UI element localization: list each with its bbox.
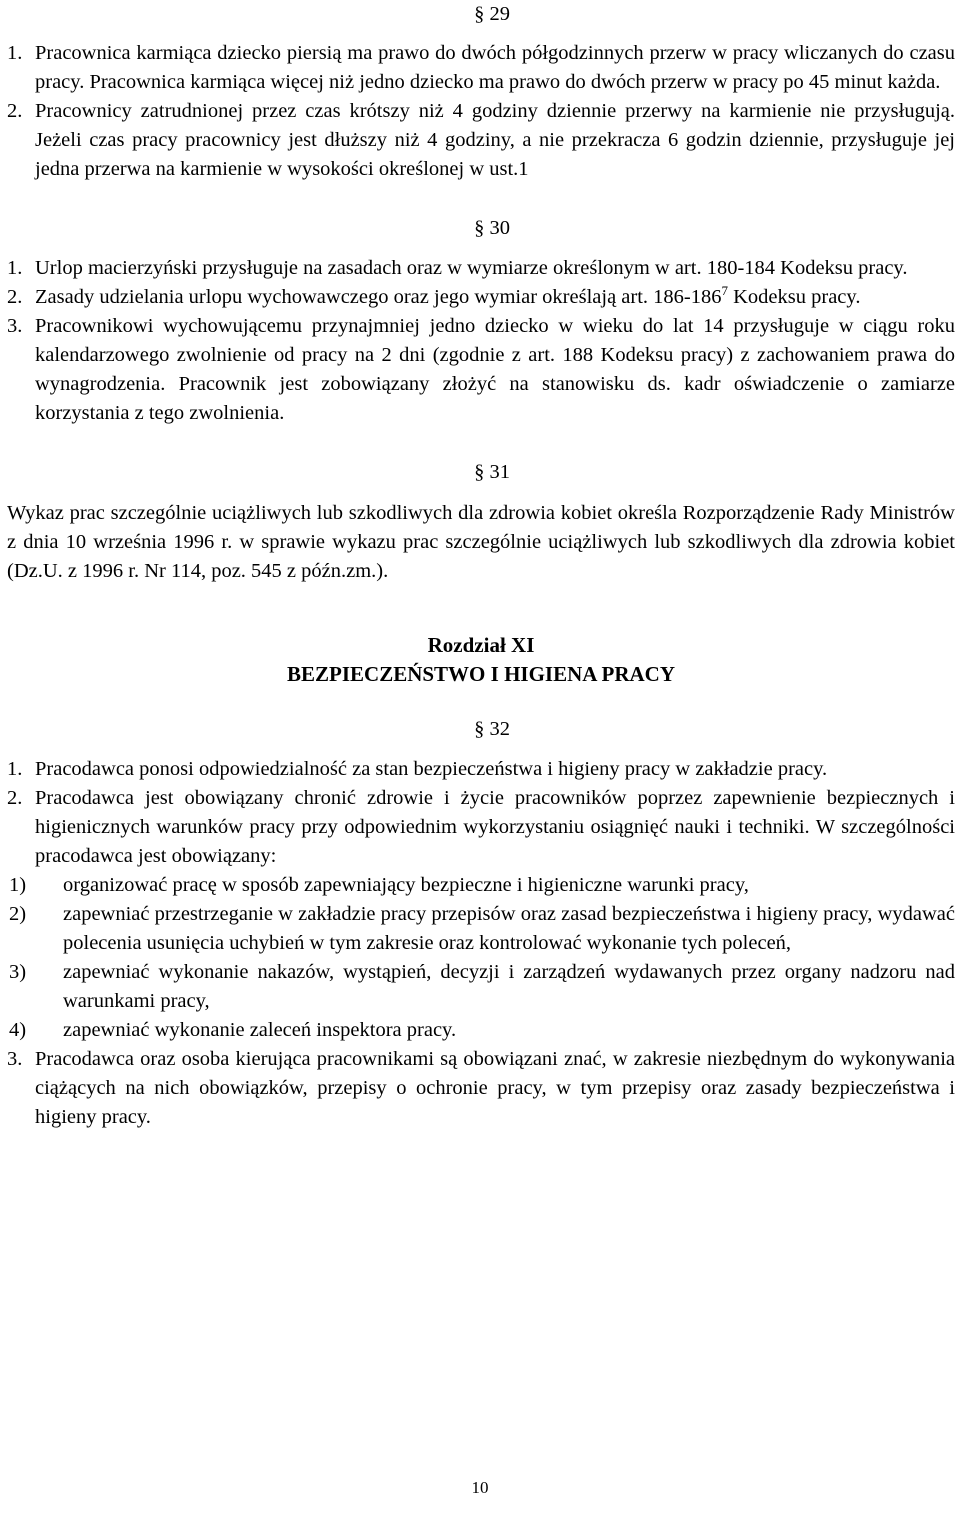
item-text: Urlop macierzyński przysługuje na zasadach oraz w wymiarze określonym w art. 180-184 Kodeksu pracy. (35, 257, 908, 279)
section-sign: § 29 (474, 3, 510, 25)
item-text-part: Kodeksu pracy. (728, 286, 861, 308)
section-heading-31 (7, 458, 955, 487)
item-intro: Pracodawca jest obowiązany chronić zdrowie i życie pracowników poprzez zapewnienie bezpiecznych i higienicznych warunków pracy przy odpowiednim wykorzystaniu osiągnięć nauki i techniki. W szczególności pracodawca jest obowiązany: (35, 787, 955, 867)
item-text (35, 784, 955, 871)
sub-list-item (7, 871, 955, 900)
page-number: 10 (471, 1478, 489, 1497)
sub-item-text: zapewniać wykonanie zaleceń inspektora pracy. (63, 1019, 457, 1041)
item-number: 1. (7, 758, 23, 780)
sub-item-number: 1) (9, 874, 27, 896)
document-page (7, 0, 955, 1132)
sub-list-item (7, 958, 955, 1016)
item-number: 2. (7, 100, 23, 122)
item-number: 2. (7, 286, 23, 308)
section-heading-32 (7, 715, 955, 744)
item-number: 3. (7, 315, 23, 337)
list-item (7, 283, 955, 312)
sub-item-number: 2) (9, 903, 27, 925)
item-text: Pracownica karmiąca dziecko piersią ma prawo do dwóch półgodzinnych przerw w pracy wliczanych do czasu pracy. Pracownica karmiąca więcej niż jedno dziecko ma prawo do dwóch przerw w pracy po 45 minut każda. (35, 42, 955, 93)
item-number: 1. (7, 257, 23, 279)
item-number: 3. (7, 1048, 23, 1070)
item-text: Pracodawca oraz osoba kierująca pracownikami są obowiązani znać, w zakresie niezbędnym do wykonywania ciążących na nich obowiązków, przepisy o ochronie pracy, w tym przepisy oraz zasady bezpieczeństwa i higieny pracy. (35, 1048, 955, 1128)
sub-item-number: 4) (9, 1019, 27, 1041)
chapter-number: Rozdział XI (427, 633, 535, 657)
item-text: Pracodawca ponosi odpowiedzialność za stan bezpieczeństwa i higieny pracy w zakładzie pracy. (35, 758, 828, 780)
superscript: 7 (721, 283, 728, 298)
list-item (7, 254, 955, 283)
list-item (7, 1045, 955, 1132)
item-number: 2. (7, 787, 23, 809)
sub-item-number: 3) (9, 961, 27, 983)
sub-list-item (7, 900, 955, 958)
sub-item-text: zapewniać wykonanie nakazów, wystąpień, decyzji i zarządzeń wydawanych przez organy nadzoru nad warunkami pracy, (63, 961, 955, 1012)
list-item (7, 784, 955, 871)
chapter-name: BEZPIECZEŃSTWO I HIGIENA PRACY (287, 662, 675, 686)
paragraph-text: Wykaz prac szczególnie uciążliwych lub szkodliwych dla zdrowia kobiet określa Rozporządzenie Rady Ministrów z dnia 10 września 1996 r. w sprawie wykazu prac szczególnie uciążliwych lub szkodliwych dla zdrowia kobiet (Dz.U. z 1996 r. Nr 114, poz. 545 z późn.zm.). (7, 502, 955, 582)
sub-list-item (7, 1016, 955, 1045)
item-text: Pracownikowi wychowującemu przynajmniej jedno dziecko w wieku do lat 14 przysługuje w ciągu roku kalendarzowego zwolnienie od pracy na 2 dni (zgodnie z art. 188 Kodeksu pracy) z zachowaniem prawa do wynagrodzenia. Pracownik jest zobowiązany złożyć na stanowisku ds. kadr oświadczenie o zamiarze korzystania z tego zwolnienia. (35, 315, 955, 424)
section-sign: § 32 (474, 718, 510, 740)
sub-item-text: zapewniać przestrzeganie w zakładzie pracy przepisów oraz zasad bezpieczeństwa i higieny pracy, wydawać polecenia usunięcia uchybień w tym zakresie oraz kontrolować wykonanie tych poleceń, (63, 903, 955, 954)
list-item (7, 312, 955, 428)
list-item (7, 39, 955, 97)
section-sign: § 30 (474, 217, 510, 239)
item-text-part: Zasady udzielania urlopu wychowawczego oraz jego wymiar określają art. 186-186 (35, 286, 722, 308)
section-heading-29 (7, 0, 955, 29)
list-item (7, 755, 955, 784)
item-number: 1. (7, 42, 23, 64)
chapter-title (7, 631, 955, 689)
list-item (7, 97, 955, 184)
section-sign: § 31 (474, 461, 510, 483)
item-text (35, 283, 955, 312)
item-text: Pracownicy zatrudnionej przez czas krótszy niż 4 godziny dziennie przerwy na karmienie nie przysługują. Jeżeli czas pracy pracownicy jest dłuższy niż 4 godziny, a nie przekracza 6 godzin dziennie, przysługuje jej jedna przerwa na karmienie w wysokości określonej w ust.1 (35, 100, 955, 180)
section-heading-30 (7, 214, 955, 243)
sub-item-text: organizować pracę w sposób zapewniający bezpieczne i higieniczne warunki pracy, (63, 874, 749, 896)
